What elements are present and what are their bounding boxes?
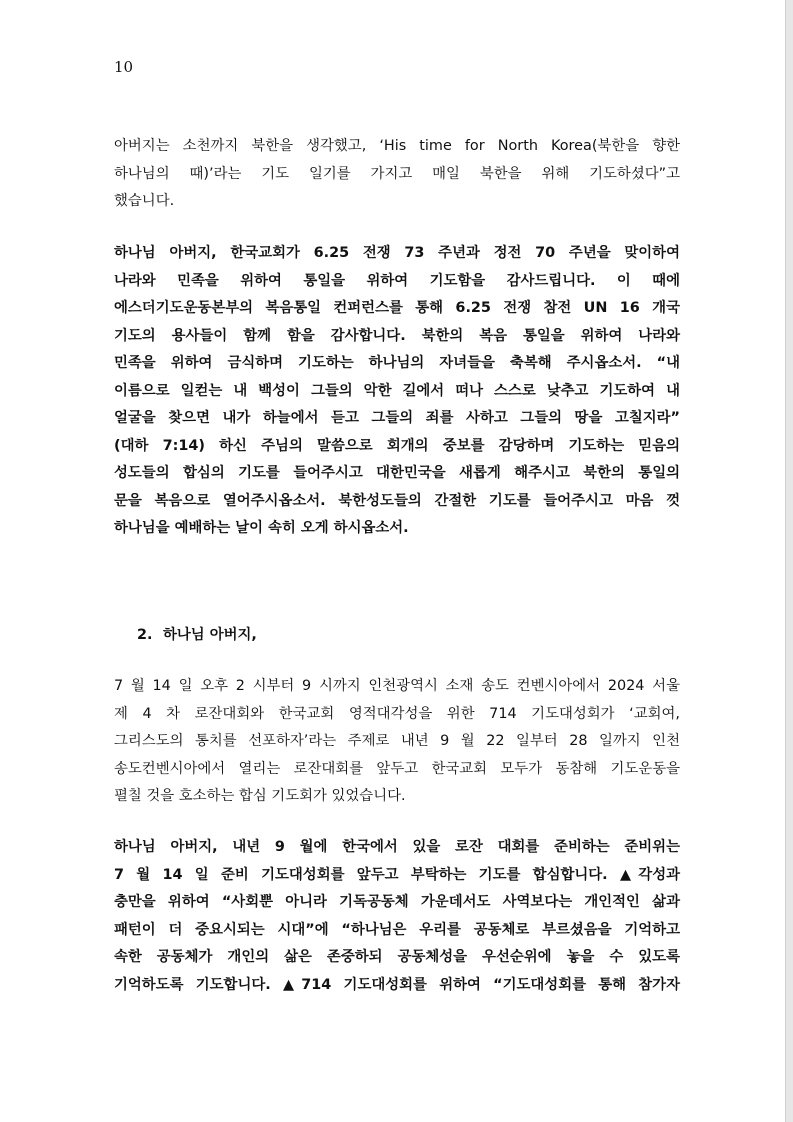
section-title: 하나님 아버지,: [163, 627, 257, 643]
text-line: 송도컨벤시아에서 열리는 로잔대회를 앞두고 한국교회 모두가 동참해 기도운동을: [114, 760, 680, 777]
section-heading: [137, 622, 257, 650]
text-line: 기억하도록 기도합니다. ▲714 기도대성회를 위하여 “기도대성회를 통해 참가자: [114, 976, 680, 993]
text-line: 하나님의 때)’라는 기도 일기를 가지고 매일 북한을 위해 기도하셨다”고: [114, 165, 680, 182]
text-line: 하나님 아버지, 한국교회가 6.25 전쟁 73 주년과 정전 70 주년을 맞이하여: [114, 245, 680, 261]
text-line: 기도의 용사들이 함께 함을 감사합니다. 북한의 복음 통일을 위하여 나라와: [114, 327, 680, 344]
text-line: 하나님 아버지, 내년 9 월에 한국에서 있을 로잔 대회를 준비하는 준비위는: [114, 839, 680, 855]
text-line: 제 4 차 로잔대회와 한국교회 영적대각성을 위한 714 기도대성회가 ‘교회여,: [114, 705, 680, 722]
text-line: (대하 7:14) 하신 주님의 말씀으로 회개의 중보를 감당하며 기도하는 믿음의: [114, 437, 680, 454]
page-number: 10: [114, 58, 134, 76]
text-line: 에스더기도운동본부의 복음통일 컨퍼런스를 통해 6.25 전쟁 참전 UN 16 개국: [114, 300, 680, 316]
text-line: 하나님을 예배하는 날이 속히 오게 하시옵소서.: [114, 520, 409, 536]
section-number: 2.: [137, 627, 153, 643]
prayer-paragraph-2: [114, 834, 680, 999]
text-line: 7 월 14 일 준비 기도대성회를 앞두고 부탁하는 기도를 합심합니다. ▲각성과: [114, 866, 680, 883]
page-edge: [785, 0, 793, 1122]
news-paragraph: [114, 673, 680, 811]
text-line: 펼칠 것을 호소하는 합심 기도회가 있었습니다.: [114, 788, 406, 804]
text-line: 그리스도의 통치를 선포하자’라는 주제로 내년 9 월 22 일부터 28 일까지 인천: [114, 733, 680, 749]
text-line: 문을 복음으로 열어주시옵소서. 북한성도들의 간절한 기도를 들어주시고 마음 껏: [114, 492, 680, 509]
text-line: 민족을 위하여 금식하며 기도하는 하나님의 자녀들을 축복해 주시옵소서. “내: [114, 355, 680, 371]
text-line: 속한 공동체가 개인의 삶은 존중하되 공동체성을 우선순위에 놓을 수 있도록: [114, 949, 680, 965]
text-line: 패턴이 더 중요시되는 시대”에 “하나님은 우리를 공동체로 부르셨음을 기억하고: [114, 921, 680, 938]
intro-paragraph: [114, 133, 680, 216]
prayer-paragraph-1: [114, 240, 680, 543]
text-line: 충만을 위하여 “사회뿐 아니라 기독공동체 가운데서도 사역보다는 개인적인 삶과: [114, 894, 680, 910]
text-line: 나라와 민족을 위하여 통일을 위하여 기도함을 감사드립니다. 이 때에: [114, 272, 680, 289]
text-line: 아버지는 소천까지 북한을 생각했고, ‘His time for North Korea(북한을 향한: [114, 138, 680, 154]
text-line: 성도들의 합심의 기도를 들어주시고 대한민국을 새롭게 해주시고 북한의 통일의: [114, 465, 680, 481]
text-line: 7 월 14 일 오후 2 시부터 9 시까지 인천광역시 소재 송도 컨벤시아에서 2024 서울: [114, 678, 680, 694]
text-line: 이름으로 일컫는 내 백성이 그들의 악한 길에서 떠나 스스로 낮추고 기도하여 내: [114, 382, 680, 399]
text-line: 했습니다.: [114, 193, 175, 209]
text-line: 얼굴을 찾으면 내가 하늘에서 듣고 그들의 죄를 사하고 그들의 땅을 고칠지라”: [114, 410, 680, 426]
